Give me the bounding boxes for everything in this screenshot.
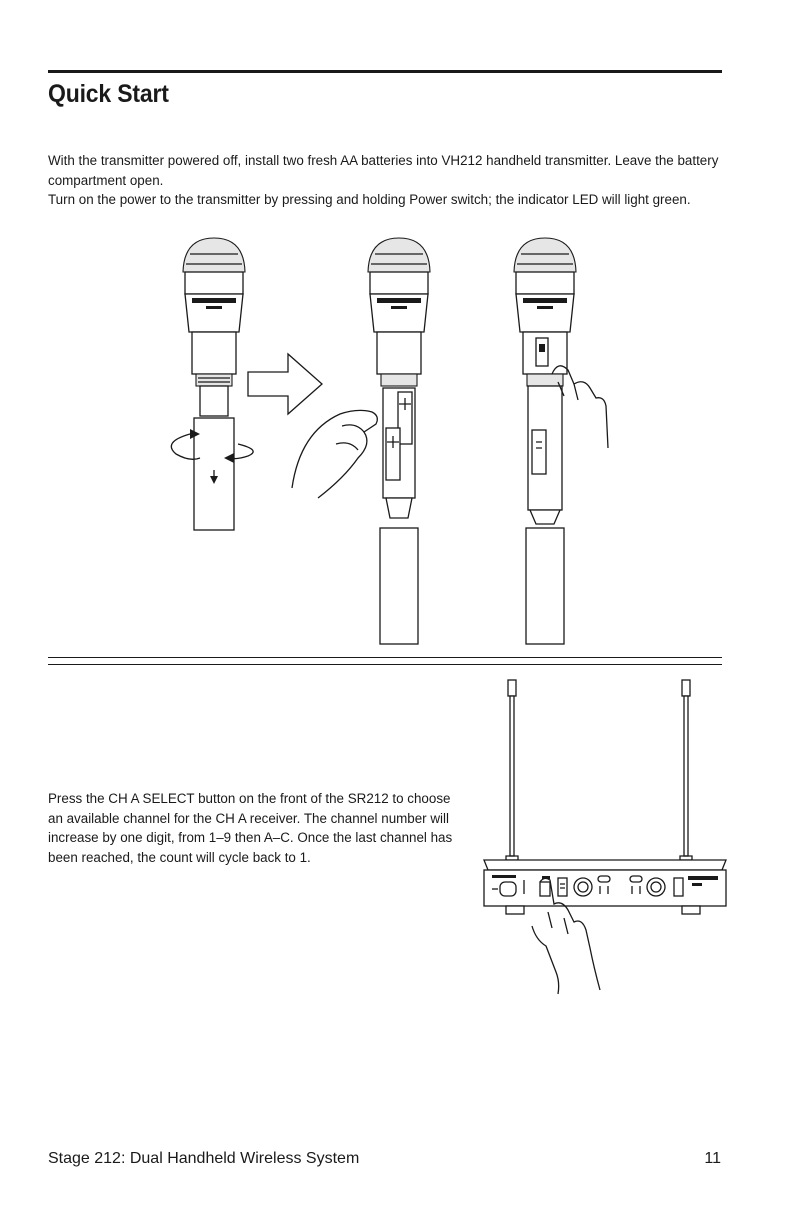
section-divider-top (48, 657, 722, 658)
battery-cover-open (526, 528, 564, 644)
battery-cover-removed (380, 528, 418, 644)
section-divider-bottom (48, 664, 722, 665)
microphone-battery-illustration (150, 232, 630, 652)
receiver-antenna-right (680, 680, 692, 860)
next-step-arrow-icon (248, 354, 322, 414)
page-number: 11 (704, 1150, 721, 1167)
receiver-antenna-left (506, 680, 518, 860)
footer-title: Stage 212: Dual Handheld Wireless System (48, 1150, 360, 1167)
microphone-unscrew-step (171, 238, 253, 530)
receiver-unit (484, 860, 726, 914)
intro-paragraph-battery: With the transmitter powered off, install two fresh AA batteries into VH212 handheld transmitter. Leave the battery compartment open. (48, 153, 719, 188)
microphone-power-on-step (514, 238, 608, 524)
channel-select-instructions: Press the CH A SELECT button on the front of the SR212 to choose an available channel for the CH A receiver. The channel number will increase by one digit, from 1–9 then A–C. Once the last channel has been reached, the count will cycle back to 1. (48, 791, 453, 865)
section-top-rule (48, 70, 722, 73)
intro-paragraph-power: Turn on the power to the transmitter by pressing and holding Power switch; the indicator LED will light green. (48, 192, 691, 207)
receiver-channel-select-illustration (470, 672, 740, 1002)
intro-text (48, 151, 728, 210)
section-title: Quick Start (48, 80, 169, 108)
